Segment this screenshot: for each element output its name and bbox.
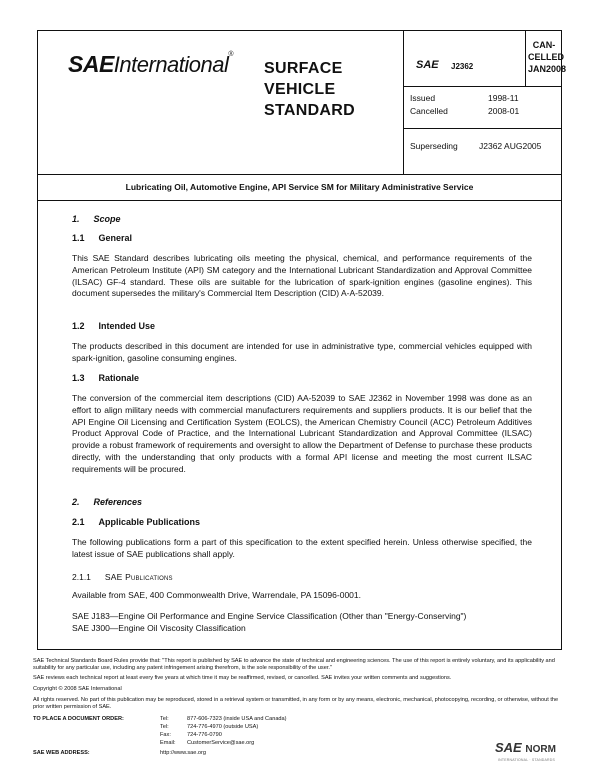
section-title: Rationale (98, 373, 140, 383)
logo-sae-text: SAE (68, 51, 114, 77)
reference-list (72, 611, 532, 635)
title-line: STANDARD (264, 102, 355, 119)
section-title: Scope (93, 214, 121, 224)
document-number: J2362 (451, 62, 474, 71)
standard-type-title (264, 58, 355, 121)
section-number: 1.3 (72, 373, 85, 383)
section-title: Applicable Publications (98, 517, 201, 527)
section-number: 2. (72, 497, 80, 507)
issued-label: Issued (410, 93, 436, 103)
issued-value: 1998-11 (488, 93, 519, 103)
footer-review: SAE reviews each technical report at least every five years at which time it may be reaffirmed, revised, or cancelled. SAE invites your written comments and suggestions. (33, 675, 452, 681)
footer-copyright: Copyright © 2008 SAE International (33, 686, 122, 692)
superseding-label: Superseding (410, 141, 458, 151)
document-subject: Lubricating Oil, Automotive Engine, API Service SM for Military Administrative Service (125, 182, 474, 192)
superseding-value: J2362 AUG2005 (479, 141, 542, 151)
stamp-line: CAN- (532, 40, 556, 50)
section-title: Intended Use (98, 321, 156, 331)
divider (403, 31, 404, 174)
title-line: VEHICLE (264, 81, 336, 98)
web-link[interactable]: http://www.sae.org (160, 750, 207, 756)
section-number: 1.1 (72, 233, 85, 243)
section-heading (72, 572, 173, 582)
divider (403, 128, 561, 129)
section-title: SAE Publications (104, 572, 173, 582)
document-header (38, 31, 567, 175)
order-label: TO PLACE A DOCUMENT ORDER: (33, 716, 124, 722)
divider (403, 86, 561, 87)
paragraph: The conversion of the commercial item descriptions (CID) AA-52039 to SAE J2362 in November 1998 was done as an effort to align military needs with commercial manufacturers requirements and suppliers products. It is our belief that the API Engine Oil Licensing and Certification System (EOLCS), the American Chemistry Council (ACC) Petroleum Additives Product Approval Code of Practice, and the International Lubricant Standardization and Approval Committee (ILSAC) provide a robust framework of requirements and oversight to allow the Department of Defense to purchase these products directly, with the understanding that only products with a formal API license and meeting the most current ILSAC requirements will be procured. (72, 393, 532, 474)
tel-label: Tel: (160, 724, 169, 730)
paragraph: This SAE Standard describes lubricating oils meeting the physical, chemical, and performance requirements of the American Petroleum Institute (API) SM category and the International Lubricant Standardization and Approval Committee (ILSAC) GF-4 standard. These oils are suitable for the lubrication of spark-ignition engines (gasoline engines). This document supersedes the military's Commercial Item Description (CID) A-A-52039. (72, 253, 532, 299)
fax-label: Fax: (160, 732, 171, 738)
tel-label: Tel: (160, 716, 169, 722)
section-heading (72, 373, 139, 383)
footer-rights: All rights reserved. No part of this publication may be reproduced, stored in a retrieval system or transmitted, in any form or by any means, electronic, mechanical, photocopying, recording, or otherwise, without the prior written permission of SAE. (33, 697, 559, 711)
cancelled-stamp (528, 39, 567, 75)
section-heading (72, 233, 132, 243)
section-heading (72, 321, 155, 331)
paragraph: Available from SAE, 400 Commonwealth Drive, Warrendale, PA 15096-0001. (72, 590, 361, 600)
section-number: 1. (72, 214, 80, 224)
section-heading (72, 517, 200, 527)
fax-value: 724-776-0790 (187, 732, 222, 738)
divider (38, 200, 561, 201)
footer-rules: SAE Technical Standards Board Rules provide that: "This report is published by SAE to advance the state of technical and engineering sciences. The use of this report is entirely voluntary, and its applicability and suitability for any particular use, including any patent infringement arising therefrom, is the sole responsibility of the user." (33, 658, 555, 672)
section-title: General (98, 233, 133, 243)
stamp-line: JAN2008 (528, 64, 567, 74)
cancelled-label: Cancelled (410, 106, 448, 116)
email-label: Email: (160, 740, 176, 746)
sae-norm-logo (495, 740, 556, 755)
stamp-line: CELLED (528, 52, 564, 62)
reference-item: SAE J300—Engine Oil Viscosity Classification (72, 622, 246, 633)
section-heading (72, 497, 142, 507)
brand-norm: NORM (525, 744, 556, 755)
paragraph: The following publications form a part of this specification to the extent specified herein. Unless otherwise specified, the latest issue of SAE publications shall apply. (72, 537, 532, 559)
email-link[interactable]: CustomerService@sae.org (187, 740, 255, 746)
divider (525, 31, 526, 86)
title-line: SURFACE (264, 60, 343, 77)
section-title: References (93, 497, 143, 507)
sae-international-logo (68, 51, 233, 78)
web-label: SAE WEB ADDRESS: (33, 750, 90, 756)
paragraph: The products described in this document are intended for use in administrative type, commercial vehicles equipped with spark-ignition, gasoline consuming engines. (72, 341, 532, 363)
cancelled-value: 2008-01 (488, 106, 520, 116)
reference-item: SAE J183—Engine Oil Performance and Engine Service Classification (Other than "Energy-Conserving") (72, 611, 467, 621)
section-number: 1.2 (72, 321, 85, 331)
tel-value[interactable]: 877-606-7323 (inside USA and Canada) (187, 716, 287, 722)
mini-sae-logo: SAE (416, 59, 439, 71)
tel-value[interactable]: 724-776-4970 (outside USA) (187, 724, 259, 730)
logo-international-text: International (113, 52, 229, 77)
document-frame (37, 30, 567, 650)
section-heading (72, 214, 121, 224)
section-number: 2.1 (72, 517, 85, 527)
section-number: 2.1.1 (72, 572, 91, 582)
logo-tm: ® (228, 51, 234, 58)
brand-sae: SAE (495, 740, 522, 755)
brand-subtitle: INTERNATIONAL · STANDARDS (498, 758, 556, 762)
